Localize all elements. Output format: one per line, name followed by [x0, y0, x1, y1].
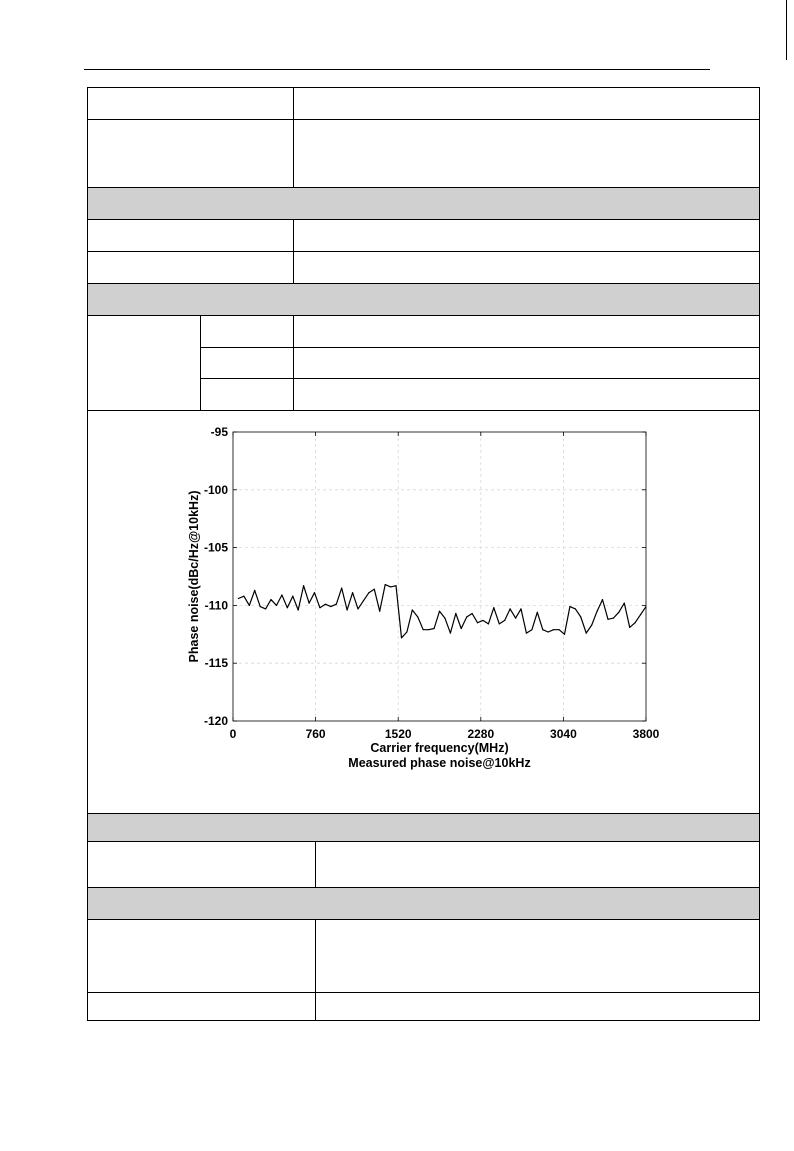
- data-point: [607, 619, 608, 620]
- header-rule: [84, 69, 710, 70]
- data-point: [357, 608, 358, 609]
- data-point: [531, 629, 532, 630]
- data-point: [287, 607, 288, 608]
- data-point: [325, 604, 326, 605]
- data-point: [368, 592, 369, 593]
- data-point: [488, 623, 489, 624]
- data-point: [499, 623, 500, 624]
- y-tick-label: -110: [204, 598, 228, 613]
- data-point: [596, 611, 597, 612]
- x-axis-label: Carrier frequency(MHz): [370, 741, 509, 755]
- table-row: [88, 220, 759, 252]
- spec-table: [87, 87, 760, 1021]
- data-point: [624, 602, 625, 603]
- data-point: [319, 607, 320, 608]
- y-tick-label: -115: [204, 656, 228, 671]
- y-axis-label: Phase noise(dBc/Hz@10kHz): [187, 490, 201, 663]
- y-tick-label: -95: [210, 425, 228, 439]
- data-point: [314, 592, 315, 593]
- data-point: [374, 589, 375, 590]
- data-point: [303, 585, 304, 586]
- section-row: [88, 814, 759, 842]
- data-point: [276, 605, 277, 606]
- x-tick-label: 0: [229, 727, 237, 741]
- phase-noise-chart: [88, 411, 759, 811]
- data-point: [341, 587, 342, 588]
- data-point: [510, 608, 511, 609]
- data-point: [537, 612, 538, 613]
- table-row: [88, 993, 759, 1021]
- data-point: [444, 618, 445, 619]
- data-point: [238, 598, 239, 599]
- data-point: [629, 627, 630, 628]
- data-point: [439, 611, 440, 612]
- y-tick-label: -120: [203, 714, 228, 728]
- data-point: [298, 609, 299, 610]
- data-point: [352, 592, 353, 593]
- data-point: [461, 628, 462, 629]
- data-point: [553, 629, 554, 630]
- data-point: [542, 629, 543, 630]
- data-point: [433, 628, 434, 629]
- data-point: [564, 634, 565, 635]
- data-point: [379, 611, 380, 612]
- data-point: [249, 605, 250, 606]
- data-point: [520, 608, 521, 609]
- data-point: [243, 596, 244, 597]
- y-tick-label: -105: [203, 540, 228, 555]
- corner-mark: [786, 0, 787, 60]
- data-point: [618, 612, 619, 613]
- data-point: [406, 631, 407, 632]
- data-point: [270, 599, 271, 600]
- section-row: [88, 888, 759, 920]
- data-point: [493, 607, 494, 608]
- data-point: [548, 631, 549, 632]
- data-point: [515, 618, 516, 619]
- x-tick-label: 3800: [632, 727, 660, 741]
- data-point: [412, 609, 413, 610]
- data-point: [390, 586, 391, 587]
- x-tick-label: 1520: [384, 727, 412, 741]
- table-row: [88, 252, 759, 284]
- data-point: [482, 620, 483, 621]
- data-point: [526, 633, 527, 634]
- data-point: [569, 606, 570, 607]
- data-point: [455, 613, 456, 614]
- data-point: [586, 633, 587, 634]
- data-point: [260, 606, 261, 607]
- data-point: [385, 584, 386, 585]
- data-point: [635, 622, 636, 623]
- chart-cell: [88, 411, 759, 814]
- data-point: [292, 596, 293, 597]
- data-point: [423, 629, 424, 630]
- data-point: [472, 613, 473, 614]
- data-point: [395, 585, 396, 586]
- data-point: [363, 600, 364, 601]
- data-point: [401, 637, 402, 638]
- data-point: [308, 602, 309, 603]
- table-row: [88, 842, 759, 888]
- y-tick-label: -100: [203, 482, 228, 497]
- table-row: [88, 88, 759, 120]
- chart-caption: Measured phase noise@10kHz: [348, 756, 531, 770]
- x-tick-label: 760: [305, 727, 326, 741]
- data-point: [428, 629, 429, 630]
- data-point: [602, 599, 603, 600]
- data-point: [347, 609, 348, 610]
- data-point: [254, 590, 255, 591]
- data-point: [558, 629, 559, 630]
- data-point: [336, 604, 337, 605]
- data-point: [613, 618, 614, 619]
- data-point: [575, 608, 576, 609]
- section-row: [88, 284, 759, 316]
- data-point: [640, 614, 641, 615]
- plot-background: [233, 432, 646, 721]
- data-point: [645, 606, 646, 607]
- section-row: [88, 188, 759, 220]
- x-tick-label: 3040: [550, 727, 577, 741]
- x-tick-label: 2280: [467, 727, 495, 741]
- data-point: [330, 606, 331, 607]
- data-point: [281, 594, 282, 595]
- data-point: [265, 608, 266, 609]
- table-row: [88, 920, 759, 993]
- table-row: [88, 120, 759, 188]
- data-point: [466, 616, 467, 617]
- grouped-rows: [88, 316, 759, 411]
- data-point: [417, 616, 418, 617]
- data-point: [591, 624, 592, 625]
- data-point: [477, 622, 478, 623]
- data-point: [450, 633, 451, 634]
- data-point: [504, 620, 505, 621]
- data-point: [580, 616, 581, 617]
